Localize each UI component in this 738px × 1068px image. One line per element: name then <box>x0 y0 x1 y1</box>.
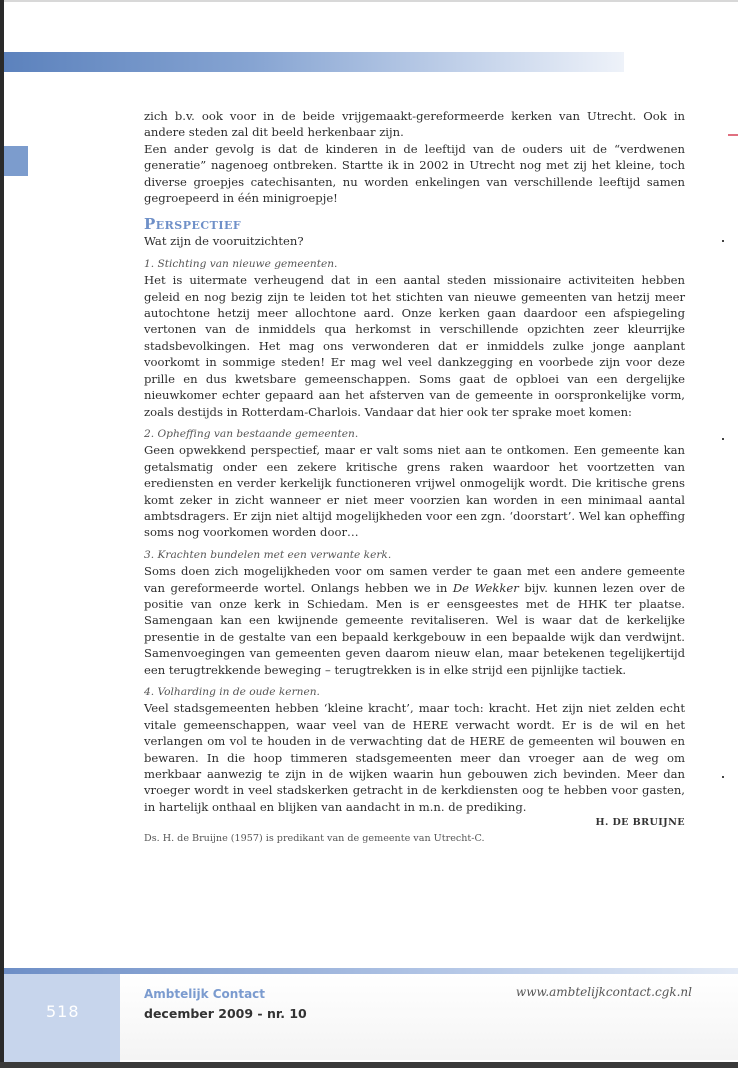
intro-paragraph: zich b.v. ook voor in de beide vrijgemaakt-gereformeerde kerken van Utrecht. Ook in andere steden zal dit beeld herkenbaar zijn. <box>144 109 685 140</box>
text-segment: Soms doen zich mogelijkheden voor om samen verder te gaan met een andere gemeente van gereformeerde wortel. Onlangs hebben we in <box>144 564 685 595</box>
margin-tick <box>722 240 724 242</box>
subsection-text: Geen opwekkend perspectief, maar er valt soms niet aan te ontkomen. Een gemeente kan getalsmatig onder een zekere kritische grens raken waardoor het voortzetten van erediensten en verder kerkelijk functioneren vrijwel onmogelijk wordt. Die kritische grens komt zeker in zicht wanneer er niet meer voorzien kan worden in een minimaal aantal ambtsdragers. Er zijn niet altijd mogelijkheden voor een zgn. ‘doorstart’. Wel kan opheffing soms nog voorkomen worden door… <box>144 443 685 540</box>
author-note: Ds. H. de Bruijne (1957) is predikant van de gemeente van Utrecht-C. <box>144 832 485 844</box>
article-body <box>144 108 685 846</box>
header-color-band <box>4 52 624 72</box>
subsection-heading: 3. Krachten bundelen met een verwante kerk. <box>144 548 392 561</box>
page-number: 518 <box>46 1002 80 1021</box>
side-color-tab <box>4 146 28 176</box>
author-signature: H. DE BRUIJNE <box>595 817 685 829</box>
subsection-heading: 1. Stichting van nieuwe gemeenten. <box>144 257 338 270</box>
magazine-name: Ambtelijk Contact <box>144 987 266 1001</box>
page-edge-top <box>0 0 738 2</box>
subsection-text: Het is uitermate verheugend dat in een aantal steden missionaire activiteiten hebben geleid en nog bezig zijn te leiden tot het stichten van nieuwe gemeenten van hetzij meer autochtone hetzij meer allochtone aard. Onze kerken gaan daardoor een afspiegeling vertonen van de inmiddels qua herkomst in verschillende opzichten zeer kleurrijke stadsbevolkingen. Het mag ons verwonderen dat er inmiddels zulke jonge aanplant voorkomt in sommige steden! Er mag wel veel dankzegging en voorbede zijn voor deze prille en dus kwetsbare gemeenschappen. Soms gaat de opbloei van een dergelijke nieuwkomer echter gepaard aan het afsterven van de gemeente in oorspronkelijke vorm, zoals destijds in Rotterdam-Charlois. Vandaar dat hier ook ter sprake moet komen: <box>144 273 685 419</box>
subsection-heading: 4. Volharding in de oude kernen. <box>144 686 320 698</box>
page-edge-bottom <box>0 1062 738 1068</box>
text-segment: bijv. kunnen lezen over de positie van onze kerk in Schiedam. Men is er eensgeestes met de HHK ter plaatse. Samengaan kan een kwijnende gemeente revitaliseren. Wel is waar dat de kerkelijke presentie in de gestalte van een bepaald kerkgebouw in een bepaalde wijk dan verdwijnt. Samenvoegingen van gemeenten geven daarom nieuw elan, maar betekenen tegelijkertijd een terugtrekkende beweging – terugtrekken is in elke strijd een pijnlijke tactiek. <box>144 580 685 677</box>
section-question: Wat zijn de vooruitzichten? <box>144 234 304 249</box>
subsection-text <box>144 563 685 678</box>
margin-tick <box>722 776 724 778</box>
intro-paragraph: Een ander gevolg is dat de kinderen in de leeftijd van de ouders uit de “verdwenen generatie” nagenoeg ontbreken. Startte ik in 2002 in Utrecht nog met zij het kleine, toch diverse groepjes catechisanten, nu worden enkelingen van verschillende leeftijd samen gegroepeerd in één minigroepje! <box>144 141 685 206</box>
margin-tick <box>722 438 724 440</box>
subsection-text: Veel stadsgemeenten hebben ‘kleine kracht’, maar toch: kracht. Het zijn niet zelden echt vitale gemeenschappen, waar veel van de HERE verwacht wordt. Er is de wil en het verlangen om vol te houden in de verwachting dat de HERE de gemeenten wil bouwen en bewaren. In die hoop timmeren stadsgemeenten meer dan vroeger aan de weg om merkbaar aanwezig te zijn in de wijken waarin hun gebouwen zich bevinden. Meer dan vroeger wordt in veel stadskerken getracht in de kerkdiensten oog te hebben voor gasten, in hartelijk onthaal en blijken van aandacht in m.n. de prediking. <box>144 701 685 814</box>
website-link[interactable]: www.ambtelijkcontact.cgk.nl <box>515 985 692 999</box>
issue-label: december 2009 - nr. 10 <box>144 1006 307 1021</box>
section-title: Perspectief <box>144 215 242 234</box>
margin-mark <box>728 134 738 136</box>
publication-title: De Wekker <box>452 580 519 595</box>
subsection-heading: 2. Opheffing van bestaande gemeenten. <box>144 427 359 440</box>
